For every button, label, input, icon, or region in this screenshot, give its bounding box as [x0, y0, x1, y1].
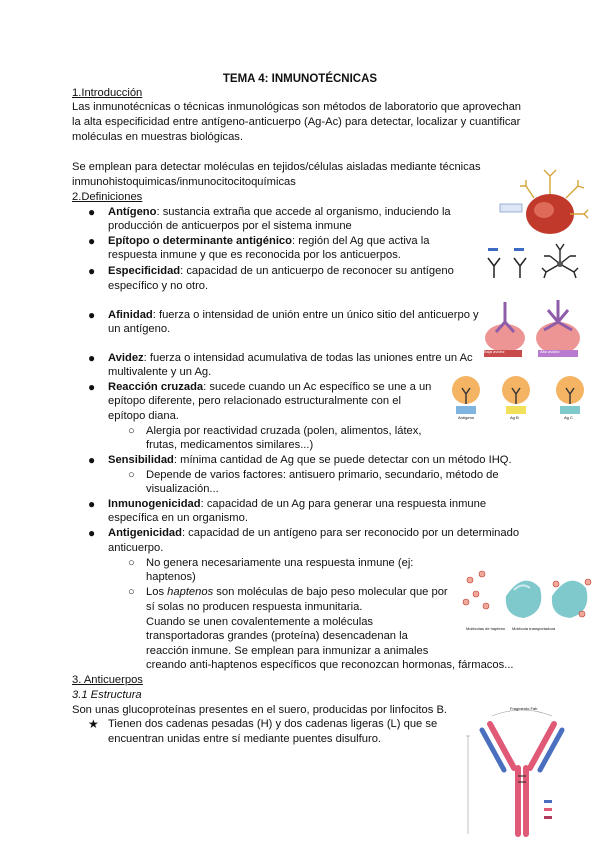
def-sensibilidad-line1: Sensibilidad: mínima cantidad de Ag que se puede detectar con un método IHQ.	[108, 454, 512, 466]
bullet-dot: ●	[88, 308, 96, 322]
def-reaccion-line3: epítopo diana.	[108, 410, 179, 422]
avidity-high-label: Alta avidez	[540, 349, 560, 354]
def-antigenicidad-sub2b: sí solas no producen respuesta inmunitaria.	[146, 601, 363, 613]
cell-antigen-figure	[498, 168, 588, 238]
bullet-dot: ●	[88, 351, 96, 365]
intro-p1-line1: Las inmunotécnicas o técnicas inmunológicas son métodos de laboratorio que aprovechan	[72, 101, 522, 113]
def-especificidad-line2: específico y no otro.	[108, 280, 209, 292]
def-avidez-line1: Avidez: fuerza o intensidad acumulativa de todas las uniones entre un Ac	[108, 352, 473, 364]
page-title: TEMA 4: INMUNOTÉCNICAS	[222, 73, 378, 85]
def-antigenicidad-sub2d: transportadoras grandes (proteína) desencadenan la	[146, 630, 408, 642]
hapten-carrier-figure	[462, 568, 592, 630]
anticuerpos-p1: Son unas glucoproteínas presentes en el suero, producidas por linfocitos B.	[72, 704, 448, 716]
intro-p2-line1: Se emplean para detectar moléculas en tejidos/células aisladas mediante técnicas	[72, 161, 481, 173]
def-antigenicidad-sub2c: Cuando se unen covalentemente a moléculas	[146, 616, 374, 628]
bullet-circle: ○	[128, 469, 135, 481]
def-antigenicidad-line2: anticuerpo.	[108, 542, 164, 554]
def-afinidad-line1: Afinidad: fuerza o intensidad de unión entre un único sitio del anticuerpo y	[108, 309, 479, 321]
bullet-dot: ●	[88, 205, 96, 219]
def-inmunogenicidad-line2: específica en un organismo.	[108, 512, 248, 524]
bullet-dot: ●	[88, 497, 96, 511]
intro-p1-line3: moléculas en muestras biológicas.	[72, 131, 244, 143]
bullet-circle: ○	[128, 586, 135, 598]
epitope-antibodies-figure	[486, 244, 586, 284]
def-antigenicidad-sub2a: Los haptenos son moléculas de bajo peso molecular que por	[146, 586, 448, 598]
def-antigeno-line1: Antígeno: sustancia extraña que accede al organismo, induciendo la	[108, 206, 451, 218]
def-reaccion-sub1: Alergia por reactividad cruzada (polen, alimentos, látex,	[146, 425, 422, 437]
def-afinidad-line2: un antígeno.	[108, 323, 171, 335]
antigen-label-1: Antígeno	[458, 415, 475, 420]
def-antigenicidad-sub1b: haptenos)	[146, 571, 196, 583]
antigen-label-2: Ag B	[510, 415, 519, 420]
cross-reaction-figure	[450, 374, 590, 430]
anticuerpos-heading: 3. Anticuerpos	[72, 674, 143, 686]
def-reaccion-sub2: frutas, medicamentos similares...)	[146, 439, 314, 451]
hapten-label-2: Molécula transportadora	[512, 626, 556, 631]
def-especificidad-line1: Especificidad: capacidad de un anticuerpo de reconocer su antígeno	[108, 265, 454, 277]
antibody-fab-label: Fragmento Fab	[510, 706, 538, 711]
intro-heading: 1.Introducción	[72, 87, 143, 99]
def-antigenicidad-line1: Antigenicidad: capacidad de un antígeno para ser reconocido por un determinado	[108, 527, 520, 539]
hapten-label-1: Moléculas de hapteno	[466, 626, 506, 631]
avidity-low-label: Baja avidez	[484, 349, 505, 354]
antibody-structure-figure	[462, 706, 592, 838]
intro-p1-line2: la alta especificidad entre antígeno-anticuerpo (Ag-Ac) para detectar, localizar y cuantificar	[72, 116, 521, 128]
anticuerpos-star-line2: encuentran unidas entre sí mediante puentes disulfuro.	[108, 733, 382, 745]
def-epitopo-line2: respuesta inmune y que es reconocida por los anticuerpos.	[108, 249, 401, 261]
def-sensibilidad-sub2: visualización...	[146, 483, 219, 495]
def-reaccion-line1: Reacción cruzada: sucede cuando un Ac específico se une a un	[108, 381, 432, 393]
anticuerpos-subheading: 3.1 Estructura	[72, 689, 142, 701]
def-reaccion-line2: epítopo diferente, pero relacionado estructuralmente con el	[108, 395, 401, 407]
bullet-dot: ●	[88, 380, 96, 394]
bullet-dot: ●	[88, 453, 96, 467]
bullet-dot: ●	[88, 526, 96, 540]
bullet-dot: ●	[88, 234, 96, 248]
defs-heading: 2.Definiciones	[72, 191, 143, 203]
bullet-star: ★	[88, 717, 99, 731]
def-antigenicidad-sub1a: No genera necesariamente una respuesta inmune (ej:	[146, 557, 414, 569]
def-avidez-line2: multivalente y un Ag.	[108, 366, 212, 378]
bullet-dot: ●	[88, 264, 96, 278]
intro-p2-line2: inmunohistoquimicas/inmunocitocitoquímicas	[72, 176, 296, 188]
def-sensibilidad-sub1: Depende de varios factores: antisuero primario, secundario, método de	[146, 469, 499, 481]
bullet-circle: ○	[128, 425, 135, 437]
def-antigenicidad-sub2e: reacción inmune. Se emplean para inmunizar a animales	[146, 645, 429, 657]
def-inmunogenicidad-line1: Inmunogenicidad: capacidad de un Ag para generar una respuesta inmune	[108, 498, 487, 510]
def-antigenicidad-sub2f: creando anti-haptenos específicos que reconozcan hormonas, fármacos...	[146, 659, 514, 671]
def-epitopo-line1: Epítopo o determinante antigénico: región del Ag que activa la	[108, 235, 430, 247]
def-antigeno-line2: producción de anticuerpos por el sistema inmune	[108, 220, 352, 232]
anticuerpos-star-line1: Tienen dos cadenas pesadas (H) y dos cadenas ligeras (L) que se	[108, 718, 438, 730]
bullet-circle: ○	[128, 557, 135, 569]
antigen-label-3: Ag C	[564, 415, 573, 420]
